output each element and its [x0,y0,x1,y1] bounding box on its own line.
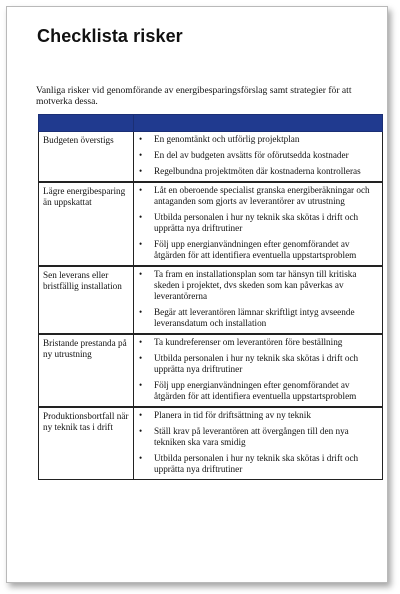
strategy-text: Planera in tid för driftsättning av ny teknik [154,410,311,420]
bullet-icon: • [139,239,143,249]
bullet-icon: • [139,353,143,363]
strategy-list [138,185,379,261]
strategy-text: Ta fram en installationsplan som tar hänsyn till kritiska skeden i projektet, dvs skeden som kan påverkas av leverantörerna [154,269,357,301]
strategy-item [138,185,379,207]
strategy-item [138,239,379,261]
strategy-text: En genomtänkt och utförlig projektplan [154,134,300,144]
risk-cell: Lägre energibesparing än uppskattat [39,182,134,266]
table-row [39,132,383,183]
strategy-list [138,410,379,475]
strategy-item [138,410,379,421]
table-row [39,266,383,334]
strategy-text: Utbilda personalen i hur ny teknik ska skötas i drift och upprätta nya driftrutiner [154,453,359,474]
strategy-cell [134,334,383,407]
strategy-text: Ställ krav på leverantören att övergången till den nya tekniken ska vara smidig [154,426,349,447]
strategy-text: Ta kundreferenser om leverantören före beställning [154,337,343,347]
strategy-text: Utbilda personalen i hur ny teknik ska skötas i drift och upprätta nya driftrutiner [154,212,359,233]
table-row [39,182,383,266]
strategy-cell [134,266,383,334]
bullet-icon: • [139,426,143,436]
strategy-text: Följ upp energianvändningen efter genomförandet av åtgärden för att identifiera eventuella uppstartsproblem [154,239,357,260]
strategy-text: Begär att leverantören lämnar skriftligt intyg avseende leveransdatum och installation [154,307,355,328]
strategy-text: En del av budgeten avsätts för oförutsedda kostnader [154,150,349,160]
strategy-cell [134,407,383,480]
strategy-list [138,134,379,177]
strategy-item [138,269,379,302]
strategy-item [138,166,379,177]
document-page [6,6,388,583]
strategy-cell [134,182,383,266]
risk-table [38,114,383,480]
bullet-icon: • [139,269,143,279]
strategy-item [138,307,379,329]
risk-cell: Sen leverans eller bristfällig installation [39,266,134,334]
table-header-cell-strategy [134,115,383,132]
bullet-icon: • [139,453,143,463]
intro-paragraph: Vanliga risker vid genomförande av energibesparingsförslag samt strategier för att motverka dessa. [36,85,352,107]
strategy-text: Låt en oberoende specialist granska energiberäkningar och antaganden som gjorts av leverantörer av utrustning [154,185,370,206]
strategy-list [138,269,379,329]
risk-cell: Produktionsbortfall när ny teknik tas i drift [39,407,134,480]
strategy-item [138,426,379,448]
strategy-item [138,212,379,234]
bullet-icon: • [139,212,143,222]
page-title: Checklista risker [37,26,183,46]
strategy-item [138,353,379,375]
bullet-icon: • [139,185,143,195]
strategy-item [138,134,379,145]
strategy-item [138,380,379,402]
bullet-icon: • [139,134,143,144]
table-header-cell-risk [39,115,134,132]
bullet-icon: • [139,307,143,317]
bullet-icon: • [139,150,143,160]
strategy-text: Följ upp energianvändningen efter genomförandet av åtgärden för att identifiera eventuella uppstartsproblem [154,380,357,401]
bullet-icon: • [139,380,143,390]
risk-cell: Budgeten överstigs [39,132,134,183]
strategy-list [138,337,379,402]
strategy-item [138,150,379,161]
table-row [39,334,383,407]
risk-cell: Bristande prestanda på ny utrustning [39,334,134,407]
table-body [39,132,383,480]
strategy-item [138,453,379,475]
bullet-icon: • [139,337,143,347]
bullet-icon: • [139,410,143,420]
bullet-icon: • [139,166,143,176]
strategy-text: Utbilda personalen i hur ny teknik ska skötas i drift och upprätta nya driftrutiner [154,353,359,374]
table-header-row [39,115,383,132]
table-row [39,407,383,480]
strategy-text: Regelbundna projektmöten där kostnaderna kontrolleras [154,166,361,176]
strategy-cell [134,132,383,183]
strategy-item [138,337,379,348]
